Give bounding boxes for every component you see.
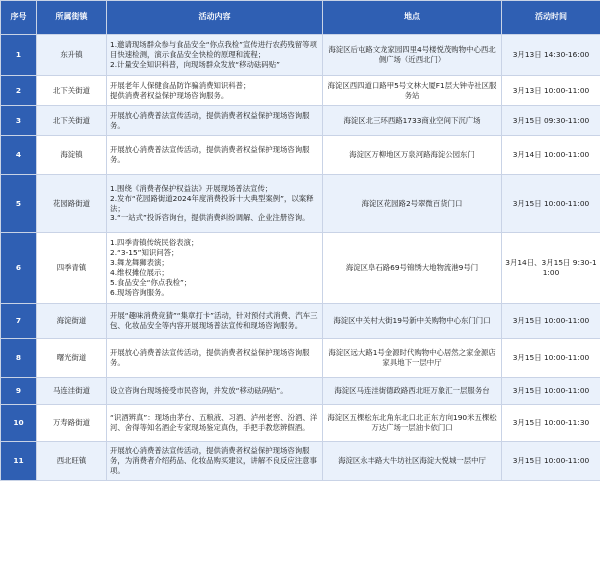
row-number: 7 <box>1 304 37 339</box>
row-street: 海淀街道 <box>37 304 107 339</box>
row-number: 5 <box>1 175 37 233</box>
table-row <box>1 76 600 106</box>
row-street: 万寿路街道 <box>37 405 107 442</box>
row-street: 海淀镇 <box>37 136 107 175</box>
activity-line: 1.围绕《消费者保护权益法》开展现场普法宣传； <box>110 183 273 193</box>
activity-line: 5.食品安全“你点我检”； <box>110 277 192 287</box>
row-number: 8 <box>1 339 37 378</box>
table-row <box>1 405 600 442</box>
row-street: 曙光街道 <box>37 339 107 378</box>
row-activity <box>107 175 323 233</box>
activity-line: 1.四季青镇传统民俗表演； <box>110 238 199 248</box>
header-time: 活动时间 <box>502 1 600 35</box>
activity-line: 6.现场咨询服务。 <box>110 287 169 297</box>
row-number: 1 <box>1 35 37 76</box>
row-time: 3月15日 10:00-11:00 <box>502 304 600 339</box>
row-activity <box>107 106 323 136</box>
table-row <box>1 339 600 378</box>
row-activity <box>107 76 323 106</box>
row-activity <box>107 442 323 481</box>
row-time: 3月13日 14:30-16:00 <box>502 35 600 76</box>
row-number: 6 <box>1 233 37 304</box>
row-time: 3月14日 10:00-11:00 <box>502 136 600 175</box>
row-location: 海淀区北三环西路1733商业空间下沉广场 <box>323 106 502 136</box>
row-time: 3月14日、3月15日 9:30-11:00 <box>502 233 600 304</box>
table-row <box>1 136 600 175</box>
table-row <box>1 304 600 339</box>
activity-line: 开展“趣味消费竞猜”“集章打卡”活动，针对预付式消费、汽车三包、化妆品安全等内容开展现场普法宣传和现场咨询服务。 <box>110 311 318 330</box>
header-activity: 活动内容 <box>107 1 323 35</box>
row-street: 东升镇 <box>37 35 107 76</box>
row-location: 海淀区阜石路69号锦绣大地物流港9号门 <box>323 233 502 304</box>
row-time: 3月13日 10:00-11:00 <box>502 76 600 106</box>
row-time: 3月15日 09:30-11:00 <box>502 106 600 136</box>
row-street: 花园路街道 <box>37 175 107 233</box>
activity-line: 2.“3-15”知识问答； <box>110 248 179 258</box>
row-number: 9 <box>1 378 37 405</box>
table-row <box>1 175 600 233</box>
activity-line: 开展放心消费普法宣传活动，提供消费者权益保护现场咨询服务，为消费者介绍药品、化妆品购买建议，讲解不良反应注意事项。 <box>110 446 317 475</box>
table-row <box>1 35 600 76</box>
row-location: 海淀区万柳地区万泉河路海淀公园东门 <box>323 136 502 175</box>
activity-line: 3.“一站式”投诉咨询台，提供消费纠纷调解、企业注册咨询。 <box>110 213 310 223</box>
table-row <box>1 106 600 136</box>
row-number: 11 <box>1 442 37 481</box>
row-time: 3月15日 10:00-11:00 <box>502 442 600 481</box>
row-street: 北下关街道 <box>37 76 107 106</box>
activity-line: 设立咨询台现场接受市民咨询，并发放“移动砝码贴”。 <box>110 386 288 395</box>
row-number: 2 <box>1 76 37 106</box>
row-activity <box>107 233 323 304</box>
row-location: 海淀区永丰路大牛坊社区海淀大悦城一层中厅 <box>323 442 502 481</box>
row-location: 海淀区五棵松东北角东北口北正东方向190米五棵松万达广场一层油卡依门口 <box>323 405 502 442</box>
row-time: 3月15日 10:00-11:00 <box>502 175 600 233</box>
activity-line: 开展放心消费普法宣传活动，提供消费者权益保护现场咨询服务。 <box>110 145 310 164</box>
row-activity <box>107 304 323 339</box>
row-street: 西北旺镇 <box>37 442 107 481</box>
activity-line: 4.维权摊位展示； <box>110 268 169 277</box>
row-time: 3月15日 10:00-11:00 <box>502 378 600 405</box>
row-street: 北下关街道 <box>37 106 107 136</box>
row-number: 10 <box>1 405 37 442</box>
activity-line: 开展放心消费普法宣传活动，提供消费者权益保护现场咨询服务。 <box>110 348 310 367</box>
table-header-row <box>1 1 600 35</box>
row-activity <box>107 339 323 378</box>
table-row <box>1 233 600 304</box>
header-no: 序号 <box>1 1 37 35</box>
activity-line: 提供消费者权益保护现场咨询服务。 <box>110 90 229 100</box>
activity-line: 1.邀请现场群众参与食品安全“你点我检”宣传进行农药残留等项目快速检测，演示食品安全快检的原理和流程； <box>110 40 317 59</box>
row-location: 海淀区马连洼街德政路西北旺万象汇一层服务台 <box>323 378 502 405</box>
row-number: 3 <box>1 106 37 136</box>
activity-line: 2.发布“花园路街道2024年度消费投诉十大典型案例”，以案释法； <box>110 193 314 213</box>
table-row <box>1 442 600 481</box>
activity-line: 3.舞龙舞狮表演； <box>110 258 169 268</box>
activity-line: 开展放心消费普法宣传活动，提供消费者权益保护现场咨询服务。 <box>110 110 310 130</box>
row-location: 海淀区后屯路文龙家园四里4号楼悦茂购物中心西北侧广场（近西北门） <box>323 35 502 76</box>
row-time: 3月15日 10:00-11:00 <box>502 339 600 378</box>
activity-line: 2.计量安全知识科普，向现场群众发放“移动砝码贴” <box>110 59 280 69</box>
row-activity <box>107 35 323 76</box>
row-time: 3月15日 10:00-11:30 <box>502 405 600 442</box>
row-number: 4 <box>1 136 37 175</box>
row-street: 四季青镇 <box>37 233 107 304</box>
row-location: 海淀区花园路2号翠微百货门口 <box>323 175 502 233</box>
activity-line: “识酒辨真”：现场由茅台、五粮液、习酒、泸州老窖、汾酒、洋河、舍得等知名酒企专家现场鉴定真伪，手把手教您辨假酒。 <box>110 413 318 432</box>
header-location: 地点 <box>323 1 502 35</box>
row-location: 海淀区中关村大街19号新中关购物中心东门门口 <box>323 304 502 339</box>
row-activity <box>107 405 323 442</box>
activity-line: 开展老年人保健食品防诈骗消费知识科普； <box>110 80 251 90</box>
row-location: 海淀区远大路1号金源时代购物中心居然之家金源店家具地下一层中厅 <box>323 339 502 378</box>
row-activity <box>107 378 323 405</box>
header-street: 所属街镇 <box>37 1 107 35</box>
table-row <box>1 378 600 405</box>
row-location: 海淀区西四道口路甲5号文林大厦F1层大钟寺社区服务站 <box>323 76 502 106</box>
table-body <box>1 35 600 481</box>
row-street: 马连洼街道 <box>37 378 107 405</box>
row-activity <box>107 136 323 175</box>
